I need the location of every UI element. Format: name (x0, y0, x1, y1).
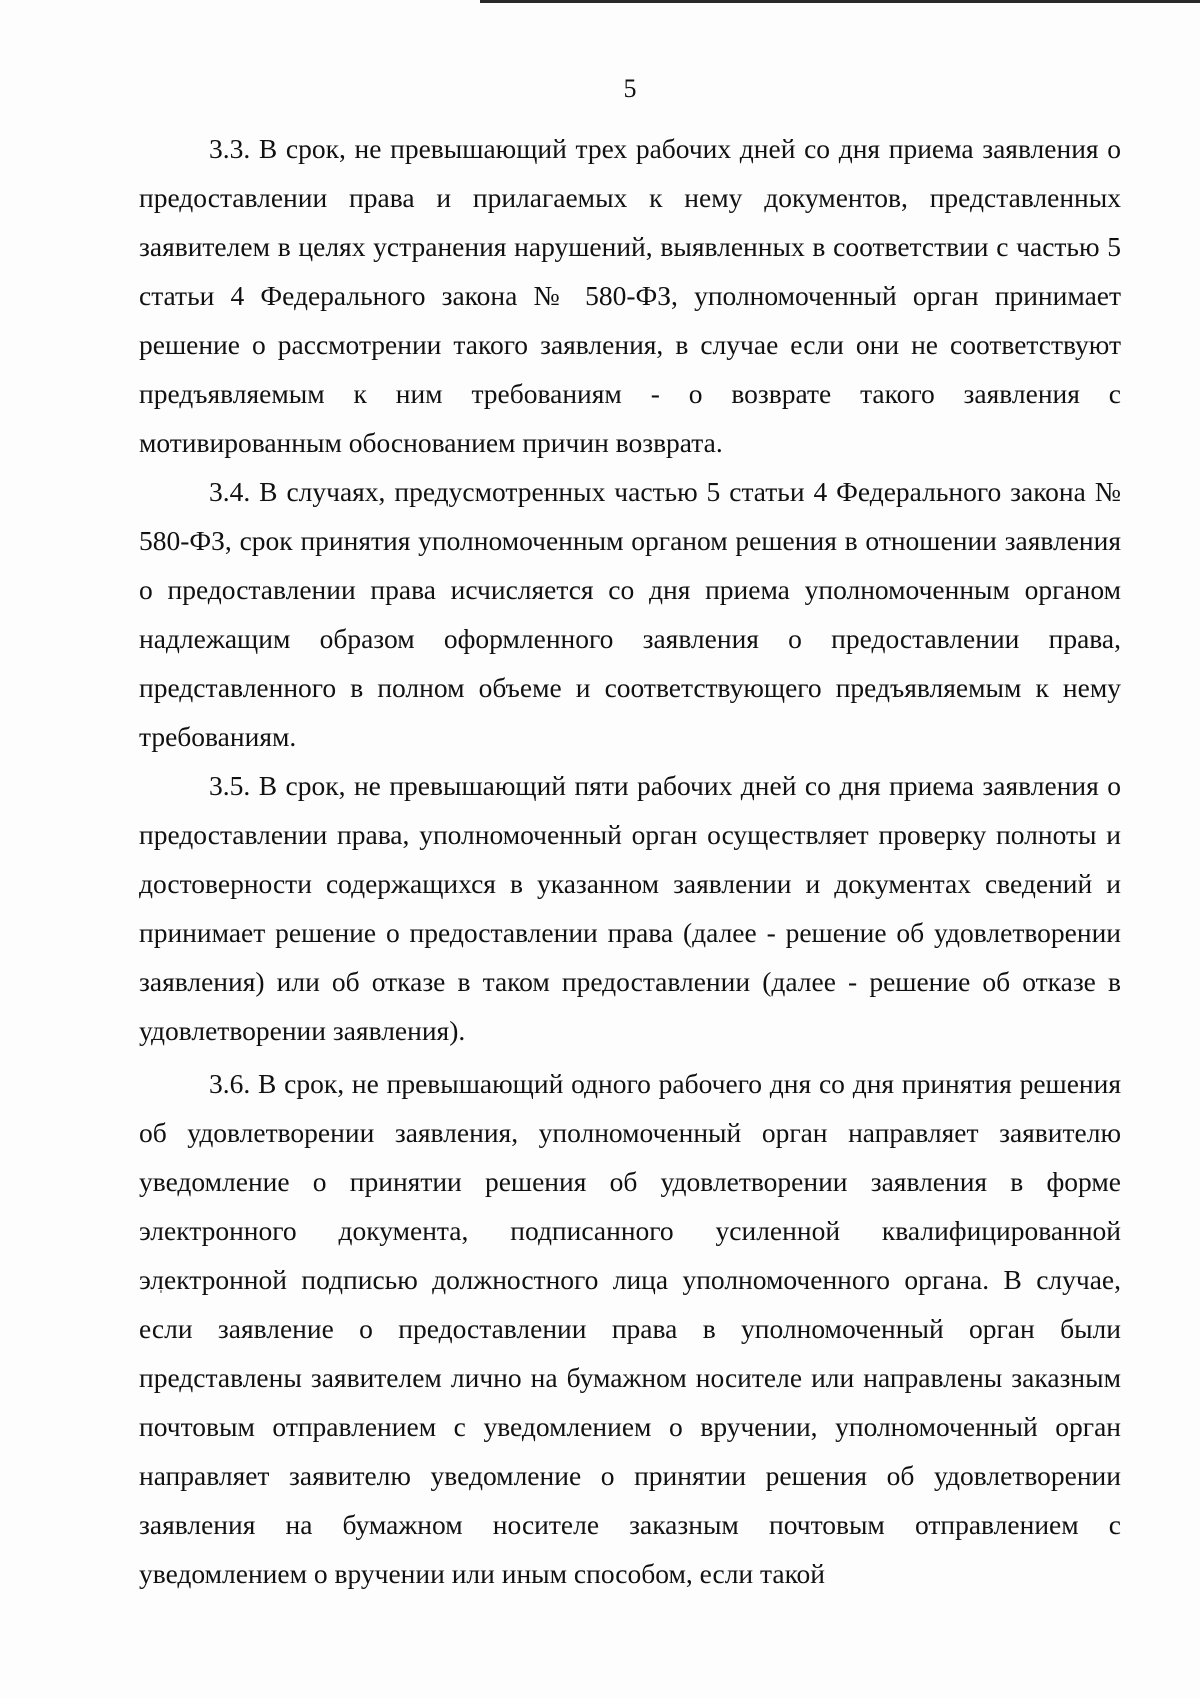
paragraph-3-3: 3.3. В срок, не превышающий трех рабочих дней со дня приема заявления о предоставлении права и прилагаемых к нему документов, представленных заявителем в целях устранения нарушений, выявленных в соответствии с частью 5 статьи 4 Федерального закона № 580-ФЗ, уполномоченный орган принимает решение о рассмотрении такого заявления, в случае если они не соответствуют предъявляемым к ним требованиям - о возврате такого заявления с мотивированным обоснованием причин возврата. (139, 133, 1121, 458)
scan-edge-line (480, 0, 1200, 3)
paragraph-3-4: 3.4. В случаях, предусмотренных частью 5 статьи 4 Федерального закона № 580-ФЗ, срок принятия уполномоченным органом решения в отношении заявления о предоставлении права исчисляется со дня приема уполномоченным органом надлежащим образом оформленного заявления о предоставлении права, представленного в полном объеме и соответствующего предъявляемым к нему требованиям. (139, 476, 1121, 752)
paragraph-3-5: 3.5. В срок, не превышающий пяти рабочих дней со дня приема заявления о предоставлении права, уполномоченный орган осуществляет проверку полноты и достоверности содержащихся в указанном заявлении и документах сведений и принимает решение о предоставлении права (далее - решение об удовлетворении заявления) или об отказе в таком предоставлении (далее - решение об отказе в удовлетворении заявления). (139, 770, 1121, 1046)
page-number: 5 (623, 74, 637, 103)
paragraph-3-6: 3.6. В срок, не превышающий одного рабочего дня со дня принятия решения об удовлетворении заявления, уполномоченный орган направляет заявителю уведомление о принятии решения об удовлетворении заявления в форме электронного документа, подписанного усиленной квалифицированной электронной подписью должностного лица уполномоченного органа. В случае, если заявление о предоставлении права в уполномоченный орган были представлены заявителем лично на бумажном носителе или направлены заказным почтовым отправлением с уведомлением о вручении, уполномоченный орган направляет заявителю уведомление о принятии решения об удовлетворении заявления на бумажном носителе заказным почтовым отправлением с уведомлением о вручении или иным способом, если такой (139, 1068, 1121, 1589)
document-body (139, 124, 1121, 1598)
